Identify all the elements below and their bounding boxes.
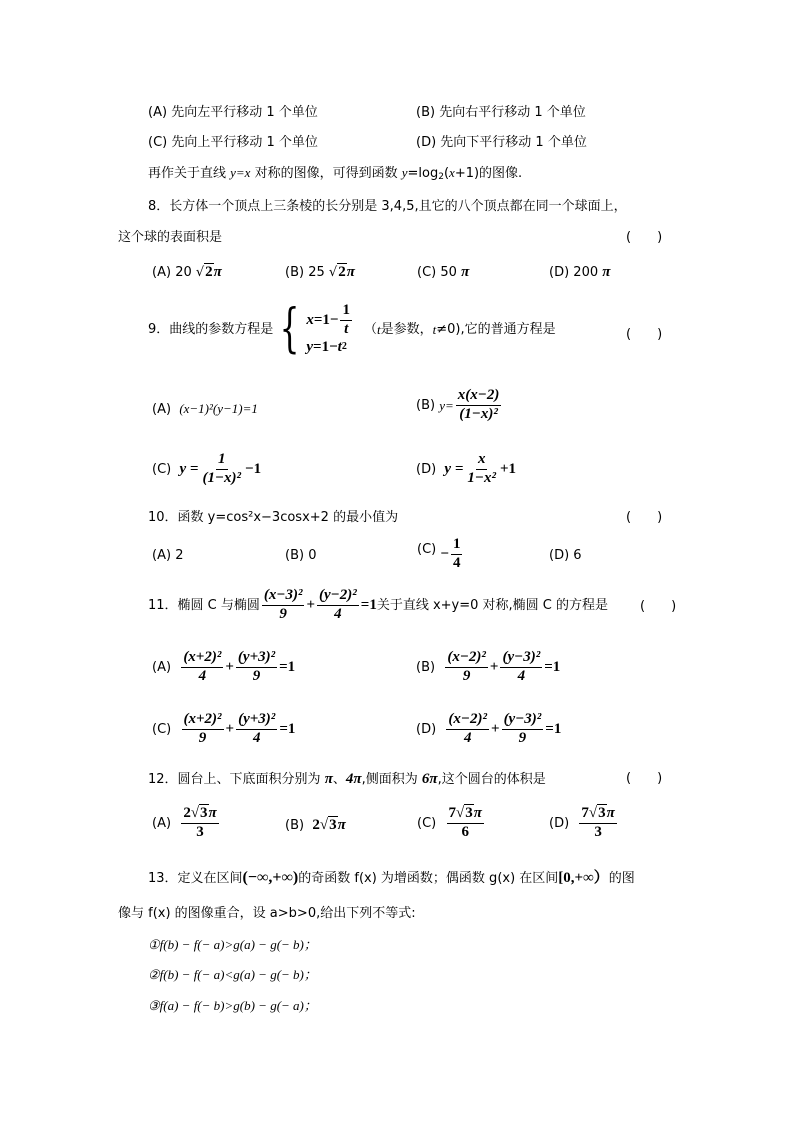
denominator: 4 bbox=[198, 667, 207, 684]
sqrt: √3 bbox=[456, 805, 473, 821]
numerator: (x+2)² bbox=[182, 712, 224, 730]
fraction bbox=[465, 452, 498, 487]
q8-stem-line2: 这个球的表面积是 bbox=[118, 230, 223, 245]
lhs: y= bbox=[439, 397, 454, 413]
text: 11．椭圆 C 与椭圆 bbox=[148, 597, 260, 613]
fraction bbox=[502, 712, 544, 747]
q10-option-a bbox=[152, 549, 183, 562]
math: t bbox=[432, 321, 437, 337]
op: =1− bbox=[313, 312, 339, 329]
q13-stem-line2: 像与 f(x) 的图像重合，设 a>b>0,给出下列不等式: bbox=[118, 906, 416, 921]
text: 是参数， bbox=[380, 321, 433, 337]
op: =1 bbox=[360, 596, 377, 613]
fraction bbox=[236, 650, 277, 685]
option-label: (D) bbox=[416, 461, 437, 477]
text: 、 bbox=[332, 772, 346, 787]
q9-option-b bbox=[416, 388, 503, 423]
numerator: (y+3)² bbox=[236, 650, 277, 668]
denominator: 3 bbox=[594, 823, 602, 840]
coefficient: 200 bbox=[573, 265, 599, 280]
text: （ bbox=[363, 321, 377, 337]
numerator: x bbox=[476, 452, 488, 470]
op: + bbox=[306, 596, 316, 613]
option-text: 0 bbox=[308, 548, 317, 563]
var: t bbox=[337, 338, 342, 355]
option-text: 先向上平行移动 1 个单位 bbox=[171, 135, 318, 150]
math: 4π bbox=[345, 771, 362, 787]
q11-option-c bbox=[152, 712, 295, 747]
text: 9．曲线的参数方程是 bbox=[148, 321, 274, 337]
math: x bbox=[449, 165, 455, 180]
numerator: 1 bbox=[451, 537, 463, 555]
q9-option-d bbox=[416, 452, 516, 487]
pi-symbol: π bbox=[346, 264, 355, 280]
option-label: (D) bbox=[416, 135, 437, 150]
pi-symbol: π bbox=[602, 264, 611, 280]
var: y bbox=[306, 338, 314, 355]
q12-option-c bbox=[417, 806, 486, 841]
fraction bbox=[200, 452, 243, 487]
pi-symbol: π bbox=[606, 805, 615, 821]
option-label: (C) bbox=[152, 721, 172, 737]
denominator: t bbox=[344, 320, 349, 337]
q11-option-b bbox=[416, 650, 560, 685]
numerator: (x+2)² bbox=[181, 650, 223, 668]
denominator: 9 bbox=[462, 667, 471, 684]
math: 6π bbox=[421, 771, 438, 787]
q8-option-a bbox=[152, 265, 222, 280]
q13-inequality-3: ③f(a) − f(− b)>g(b) − g(− a)； bbox=[148, 998, 317, 1013]
exponent: 2 bbox=[341, 340, 347, 352]
q11-stem bbox=[148, 588, 608, 623]
denominator: 4 bbox=[463, 729, 472, 746]
option-text: 先向左平行移动 1 个单位 bbox=[171, 105, 318, 120]
pi-symbol: π bbox=[461, 264, 470, 280]
denominator: 3 bbox=[196, 823, 204, 840]
op: =1− bbox=[313, 338, 338, 355]
radicand: 3 bbox=[465, 805, 473, 821]
equation-system bbox=[306, 303, 354, 356]
option-label: (A) bbox=[152, 265, 172, 280]
math: y bbox=[401, 165, 408, 180]
equation-1 bbox=[306, 303, 354, 338]
tail: −1 bbox=[245, 460, 262, 477]
coefficient: 7 bbox=[581, 805, 589, 821]
option-label: (D) bbox=[549, 815, 570, 831]
numerator bbox=[447, 806, 484, 824]
option-label: (A) bbox=[152, 402, 172, 417]
q9-option-a bbox=[152, 402, 258, 416]
denominator: 9 bbox=[252, 667, 261, 684]
sqrt: √3 bbox=[190, 805, 208, 821]
pi-symbol: π bbox=[208, 805, 217, 821]
option-label: (A) bbox=[152, 659, 172, 675]
coefficient: 2 bbox=[312, 817, 320, 833]
denominator: 9 bbox=[279, 605, 287, 622]
option-text: 先向下平行移动 1 个单位 bbox=[440, 135, 587, 150]
numerator bbox=[181, 806, 218, 824]
text: ,侧面积为 bbox=[361, 772, 422, 787]
text: ≠0),它的普通方程是 bbox=[436, 321, 556, 337]
option-label: (C) bbox=[152, 461, 172, 477]
fraction bbox=[340, 303, 352, 338]
option-label: (C) bbox=[417, 541, 437, 557]
q11-option-d bbox=[416, 712, 561, 747]
radicand: 2 bbox=[338, 264, 346, 280]
sign: − bbox=[440, 545, 449, 562]
radicand: 2 bbox=[205, 264, 213, 280]
op: + bbox=[491, 720, 500, 737]
option-label: (B) bbox=[416, 659, 436, 675]
option-label: (A) bbox=[152, 548, 172, 563]
q12-option-b bbox=[285, 818, 346, 833]
numerator bbox=[579, 806, 616, 824]
option-label: (C) bbox=[417, 815, 437, 831]
sqrt: √2 bbox=[328, 264, 346, 280]
numerator: 1 bbox=[216, 452, 228, 470]
option-text: 6 bbox=[573, 548, 582, 563]
option-text: (x−1)²(y−1)=1 bbox=[179, 401, 258, 416]
fraction bbox=[182, 712, 224, 747]
math: ( bbox=[443, 166, 450, 181]
left-brace: { bbox=[279, 299, 300, 360]
op: =1 bbox=[279, 658, 296, 675]
fraction bbox=[500, 650, 542, 685]
prev-conclusion bbox=[148, 166, 522, 182]
pi-symbol: π bbox=[213, 264, 222, 280]
op: + bbox=[225, 720, 235, 737]
q8-answer-blank: ( ) bbox=[626, 230, 663, 245]
text: 关于直线 x+y=0 对称,椭圆 C 的方程是 bbox=[376, 597, 609, 613]
denominator: 4 bbox=[334, 605, 342, 622]
math: y=x bbox=[230, 165, 251, 180]
equation-2 bbox=[306, 338, 354, 356]
q10-stem: 10．函数 y=cos²x−3cosx+2 的最小值为 bbox=[148, 510, 399, 525]
op: =1 bbox=[545, 720, 562, 737]
fraction bbox=[445, 650, 488, 685]
q12-option-d bbox=[549, 806, 619, 841]
denominator: 1−x² bbox=[467, 469, 496, 486]
denominator: 9 bbox=[518, 729, 527, 746]
q10-answer-blank: ( ) bbox=[626, 510, 663, 525]
q12-answer-blank: ( ) bbox=[626, 771, 663, 786]
denominator: (1−x)² bbox=[459, 405, 498, 422]
math: t bbox=[377, 321, 381, 337]
option-label: (B) bbox=[416, 105, 436, 120]
denominator: 6 bbox=[461, 823, 469, 840]
q8-option-b bbox=[285, 265, 355, 280]
coefficient: 20 bbox=[175, 265, 192, 280]
pi-symbol: π bbox=[473, 805, 482, 821]
op: + bbox=[225, 658, 234, 675]
op: =1 bbox=[279, 720, 296, 737]
q8-option-c bbox=[417, 265, 469, 280]
numerator: x(x−2) bbox=[456, 388, 502, 406]
op: =1 bbox=[544, 658, 561, 675]
option-label: (A) bbox=[152, 815, 172, 831]
numerator: (x−2)² bbox=[446, 712, 489, 730]
option-label: (A) bbox=[148, 105, 168, 120]
radicand: 3 bbox=[200, 805, 208, 821]
prev-option-a bbox=[148, 106, 318, 119]
option-label: (B) bbox=[285, 265, 305, 280]
numerator: 1 bbox=[340, 303, 352, 321]
sqrt: √2 bbox=[195, 264, 213, 280]
option-label: (B) bbox=[285, 818, 305, 833]
interval: [0,+∞） bbox=[558, 870, 609, 886]
fraction bbox=[262, 588, 305, 623]
math: =log bbox=[407, 166, 439, 181]
option-label: (B) bbox=[416, 397, 436, 413]
denominator: (1−x)² bbox=[202, 469, 242, 486]
radicand: 3 bbox=[329, 817, 337, 833]
q11-answer-blank: ( ) bbox=[640, 599, 677, 614]
q13-stem-line1 bbox=[148, 870, 635, 886]
coefficient: 2 bbox=[183, 805, 191, 821]
denominator: 4 bbox=[452, 554, 461, 571]
text: 再作关于直线 bbox=[148, 166, 231, 181]
option-label: (D) bbox=[416, 721, 437, 737]
text: ,这个圆台的体积是 bbox=[437, 772, 546, 787]
q8-stem-line1: 8．长方体一个顶点上三条棱的长分别是 3,4,5,且它的八个顶点都在同一个球面上， bbox=[148, 199, 627, 214]
option-label: (C) bbox=[417, 265, 437, 280]
fraction bbox=[451, 537, 463, 572]
q12-option-a bbox=[152, 806, 221, 841]
tail: +1 bbox=[499, 460, 517, 477]
q13-inequality-2: ②f(b) − f(− a)<g(a) − g(− b)； bbox=[148, 967, 317, 982]
pi-symbol: π bbox=[337, 817, 346, 833]
interval: (−∞,+∞) bbox=[242, 869, 299, 886]
option-text: 先向右平行移动 1 个单位 bbox=[439, 105, 586, 120]
prev-option-d bbox=[416, 136, 587, 149]
numerator: (y−3)² bbox=[500, 650, 542, 668]
prev-option-c bbox=[148, 136, 318, 149]
text: 对称的图像，可得到函数 bbox=[250, 166, 402, 181]
lhs: y = bbox=[179, 460, 199, 477]
prev-option-b bbox=[416, 106, 586, 119]
denominator: 4 bbox=[517, 667, 526, 684]
option-label: (B) bbox=[285, 548, 305, 563]
numerator: (y−3)² bbox=[502, 712, 544, 730]
radicand: 3 bbox=[598, 805, 606, 821]
q11-option-a bbox=[152, 650, 295, 685]
fraction bbox=[317, 588, 359, 623]
fraction bbox=[446, 712, 489, 747]
q10-option-b bbox=[285, 549, 316, 562]
text: 13．定义在区间 bbox=[148, 871, 243, 886]
numerator: (y+3)² bbox=[236, 712, 277, 730]
numerator: (y−2)² bbox=[317, 588, 359, 606]
option-label: (D) bbox=[549, 548, 570, 563]
q9-option-c bbox=[152, 452, 261, 487]
text: +1)的图像. bbox=[454, 166, 523, 181]
coefficient: 7 bbox=[448, 805, 456, 821]
math: π bbox=[324, 771, 333, 787]
fraction bbox=[181, 650, 223, 685]
denominator: 9 bbox=[198, 729, 207, 746]
subscript: 2 bbox=[438, 172, 444, 182]
coefficient: 25 bbox=[308, 265, 325, 280]
fraction bbox=[579, 806, 616, 841]
var: x bbox=[306, 312, 314, 329]
q10-option-d bbox=[549, 549, 582, 562]
q13-inequality-1: ①f(b) − f(− a)>g(a) − g(− b)； bbox=[148, 937, 317, 952]
text: 的图 bbox=[608, 871, 635, 886]
q12-stem bbox=[148, 772, 546, 787]
numerator: (x−3)² bbox=[262, 588, 305, 606]
coefficient: 50 bbox=[440, 265, 457, 280]
option-label: (D) bbox=[549, 265, 570, 280]
option-text: 2 bbox=[175, 548, 184, 563]
fraction bbox=[181, 806, 218, 841]
lhs: y = bbox=[444, 460, 464, 477]
q10-option-c bbox=[417, 537, 464, 572]
denominator: 4 bbox=[252, 729, 261, 746]
fraction bbox=[447, 806, 484, 841]
q9-answer-blank: ( ) bbox=[626, 327, 663, 342]
numerator: (x−2)² bbox=[445, 650, 488, 668]
fraction bbox=[456, 388, 502, 423]
text: 12．圆台上、下底面积分别为 bbox=[148, 772, 325, 787]
text: 的奇函数 f(x) 为增函数；偶函数 g(x) 在区间 bbox=[298, 871, 559, 886]
op: + bbox=[489, 658, 499, 675]
sqrt: √3 bbox=[319, 817, 337, 833]
option-label: (C) bbox=[148, 135, 168, 150]
sqrt: √3 bbox=[588, 805, 606, 821]
q9-stem bbox=[148, 299, 556, 360]
q8-option-d bbox=[549, 265, 610, 280]
fraction bbox=[236, 712, 277, 747]
